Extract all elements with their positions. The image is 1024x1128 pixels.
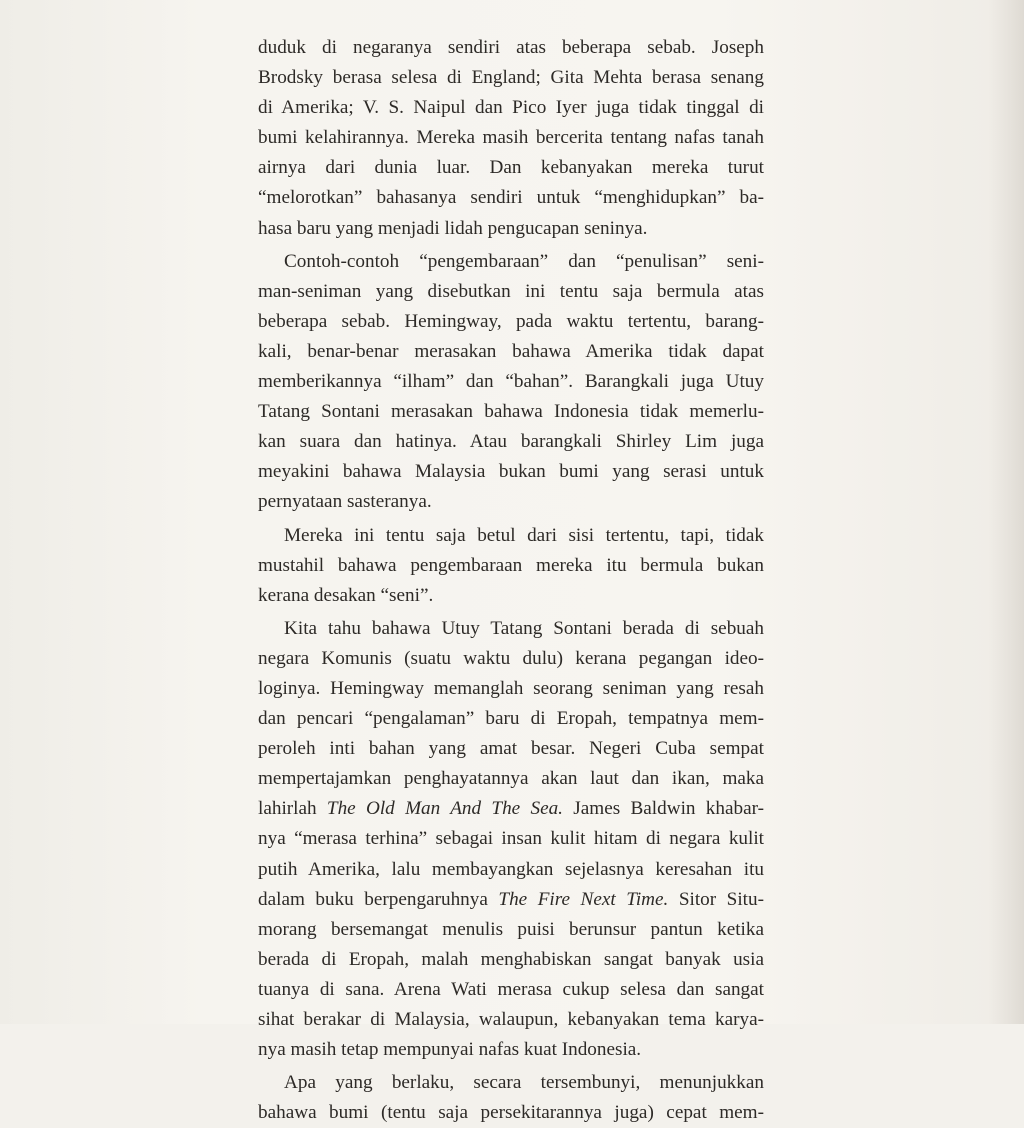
body-text bbox=[258, 33, 764, 1128]
text-segment: putih Amerika, lalu membayangkan sejelasnya keresahan itu bbox=[258, 858, 764, 880]
text-line bbox=[258, 674, 764, 704]
text-line bbox=[258, 457, 764, 487]
text-line bbox=[258, 1068, 764, 1098]
page-edge-shadow bbox=[988, 0, 1024, 1024]
paragraph bbox=[258, 521, 764, 611]
text-line bbox=[258, 581, 764, 611]
text-segment: Contoh-contoh “pengembaraan” dan “penulisan” seni- bbox=[284, 250, 764, 272]
text-line bbox=[258, 1005, 764, 1035]
text-segment: Sitor Situ- bbox=[668, 888, 764, 910]
text-segment: negara Komunis (suatu waktu dulu) kerana pegangan ideo- bbox=[258, 647, 764, 669]
text-line bbox=[258, 183, 764, 213]
text-line bbox=[258, 214, 764, 244]
text-segment: peroleh inti bahan yang amat besar. Negeri Cuba sempat bbox=[258, 738, 764, 760]
text-segment: Apa yang berlaku, secara tersembunyi, menunjukkan bbox=[284, 1072, 764, 1094]
text-line bbox=[258, 1098, 764, 1128]
text-line bbox=[258, 614, 764, 644]
text-segment: beberapa sebab. Hemingway, pada waktu tertentu, barang- bbox=[258, 310, 764, 332]
text-segment: memberikannya “ilham” dan “bahan”. Barangkali juga Utuy bbox=[258, 371, 764, 393]
text-segment: hasa baru yang menjadi lidah pengucapan seninya. bbox=[258, 217, 648, 239]
text-line bbox=[258, 551, 764, 581]
text-segment: dan pencari “pengalaman” baru di Eropah, tempatnya mem- bbox=[258, 708, 764, 730]
text-segment: nya masih tetap mempunyai nafas kuat Indonesia. bbox=[258, 1039, 642, 1061]
text-segment: berada di Eropah, malah menghabiskan sangat banyak usia bbox=[258, 948, 764, 970]
paragraph bbox=[258, 1068, 764, 1128]
text-segment: di Amerika; V. S. Naipul dan Pico Iyer juga tidak tinggal di bbox=[258, 97, 764, 119]
text-segment: mempertajamkan penghayatannya akan laut dan ikan, maka bbox=[258, 768, 764, 790]
text-line bbox=[258, 521, 764, 551]
text-line bbox=[258, 307, 764, 337]
text-segment: Tatang Sontani merasakan bahawa Indonesia tidak memerlu- bbox=[258, 401, 764, 423]
text-line bbox=[258, 33, 764, 63]
text-line bbox=[258, 975, 764, 1005]
text-line bbox=[258, 734, 764, 764]
text-line bbox=[258, 945, 764, 975]
text-segment: morang bersemangat menulis puisi berunsur pantun ketika bbox=[258, 918, 764, 940]
book-title: The Old Man And The Sea. bbox=[326, 798, 563, 820]
text-segment: sihat berakar di Malaysia, walaupun, kebanyakan tema karya- bbox=[258, 1009, 764, 1030]
text-segment: kali, benar-benar merasakan bahawa Amerika tidak dapat bbox=[258, 340, 764, 362]
text-segment: Mereka ini tentu saja betul dari sisi tertentu, tapi, tidak bbox=[284, 524, 764, 546]
text-segment: nya “merasa terhina” sebagai insan kulit hitam di negara kulit bbox=[258, 828, 764, 850]
text-line bbox=[258, 153, 764, 183]
text-line bbox=[258, 63, 764, 93]
text-line bbox=[258, 704, 764, 734]
text-line bbox=[258, 337, 764, 367]
text-line bbox=[258, 487, 764, 517]
text-segment: Kita tahu bahawa Utuy Tatang Sontani berada di sebuah bbox=[284, 617, 764, 639]
text-segment: Brodsky berasa selesa di England; Gita Mehta berasa senang bbox=[258, 67, 764, 89]
text-line bbox=[258, 397, 764, 427]
text-segment: kan suara dan hatinya. Atau barangkali Shirley Lim juga bbox=[258, 431, 764, 453]
text-segment: bahawa bumi (tentu saja persekitarannya juga) cepat mem- bbox=[258, 1102, 764, 1124]
paragraph bbox=[258, 33, 764, 244]
paragraph bbox=[258, 247, 764, 518]
text-segment: man-seniman yang disebutkan ini tentu saja bermula atas bbox=[258, 280, 764, 302]
text-segment: James Baldwin khabar- bbox=[562, 798, 765, 820]
text-line bbox=[258, 764, 764, 794]
text-segment: airnya dari dunia luar. Dan kebanyakan mereka turut bbox=[258, 157, 764, 179]
text-line bbox=[258, 427, 764, 457]
text-segment: bumi kelahirannya. Mereka masih bercerita tentang nafas tanah bbox=[258, 127, 764, 149]
text-segment: “melorotkan” bahasanya sendiri untuk “menghidupkan” ba- bbox=[258, 187, 764, 209]
text-line bbox=[258, 247, 764, 277]
text-line bbox=[258, 885, 764, 915]
text-segment: dalam buku berpengaruhnya bbox=[258, 888, 499, 910]
text-line bbox=[258, 277, 764, 307]
text-line bbox=[258, 1035, 764, 1065]
text-segment: loginya. Hemingway memanglah seorang seniman yang resah bbox=[258, 677, 764, 699]
text-segment: pernyataan sasteranya. bbox=[258, 491, 432, 513]
text-line bbox=[258, 367, 764, 397]
text-segment: meyakini bahawa Malaysia bukan bumi yang serasi untuk bbox=[258, 461, 764, 483]
text-segment: kerana desakan “seni”. bbox=[258, 584, 434, 606]
text-line bbox=[258, 855, 764, 885]
book-title: The Fire Next Time. bbox=[498, 888, 669, 910]
text-line bbox=[258, 915, 764, 945]
text-line bbox=[258, 794, 764, 824]
text-line bbox=[258, 824, 764, 854]
text-line bbox=[258, 123, 764, 153]
text-segment: lahirlah bbox=[258, 798, 327, 820]
text-line bbox=[258, 644, 764, 674]
paragraph bbox=[258, 614, 764, 1065]
text-line bbox=[258, 93, 764, 123]
text-segment: duduk di negaranya sendiri atas beberapa sebab. Joseph bbox=[258, 37, 764, 58]
text-segment: tuanya di sana. Arena Wati merasa cukup selesa dan sangat bbox=[258, 978, 764, 1000]
text-segment: mustahil bahawa pengembaraan mereka itu bermula bukan bbox=[258, 554, 764, 576]
